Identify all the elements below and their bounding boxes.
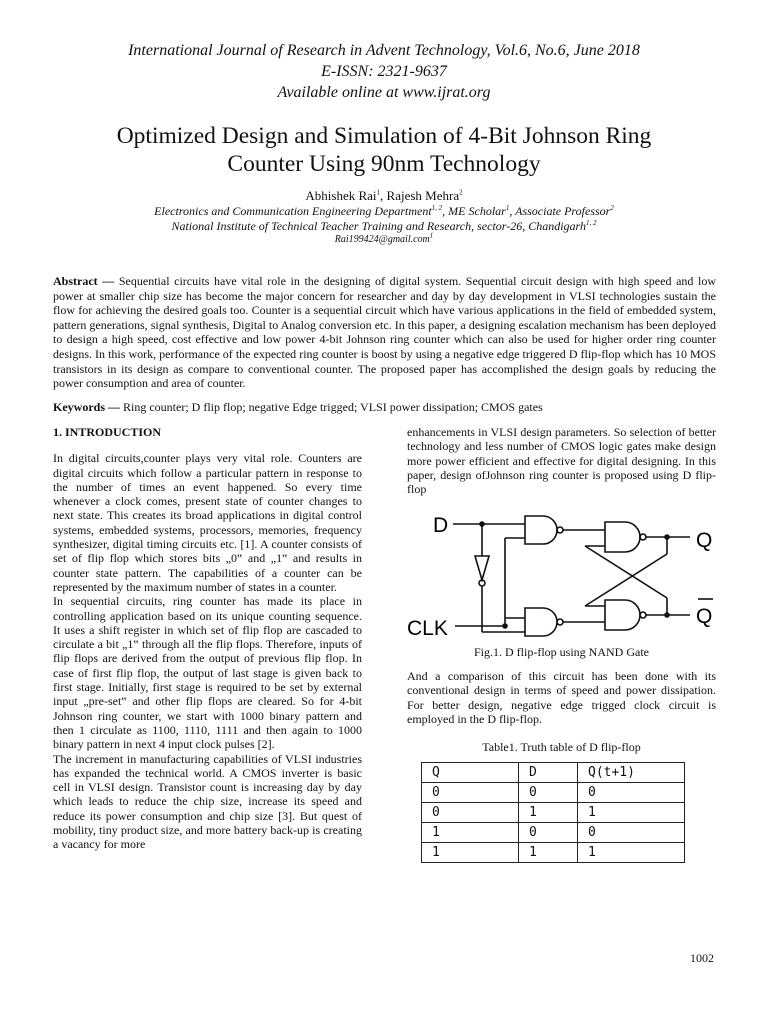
page-number: 1002 xyxy=(690,951,714,965)
author-1-sup: 1 xyxy=(376,188,381,197)
affiliation-sup-d: 1, 2 xyxy=(586,218,597,227)
intro-paragraph-4: enhancements in VLSI design parameters. So selection of better technology and less number of CMOS logic gates make design more power efficient and effective for digital designing. In this paper, design ofJohnson ring counter is proposed using D flip-flop xyxy=(407,425,716,497)
journal-name: International Journal of Research in Advent Technology, Vol.6, No.6, June 2018 xyxy=(128,42,640,59)
figure-1-caption: Fig.1. D flip-flop using NAND Gate xyxy=(474,645,649,659)
affiliation-institute: National Institute of Technical Teacher Training and Research, sector-26, Chandigarh xyxy=(171,218,587,233)
journal-website: Available online at www.ijrat.org xyxy=(277,84,491,101)
header-cell-d: D xyxy=(519,763,578,783)
affiliation-sup-a: 1, 2 xyxy=(431,204,443,212)
journal-header xyxy=(0,40,768,103)
table-row xyxy=(422,783,685,803)
table-row xyxy=(422,803,685,823)
author-1: Abhishek Rai xyxy=(305,188,377,203)
header-cell-q-next: Q(t+1) xyxy=(578,763,685,783)
header-cell-q: Q xyxy=(422,763,519,783)
affiliation-line-2 xyxy=(0,219,768,234)
table-cell: 1 xyxy=(422,823,519,843)
keywords-label: Keywords — xyxy=(53,400,120,414)
label-q-bar: Q xyxy=(696,605,713,628)
author-email xyxy=(0,233,768,248)
paper-title xyxy=(60,122,708,178)
table-cell: 0 xyxy=(519,823,578,843)
abstract xyxy=(53,274,716,391)
email-sup: 1 xyxy=(429,231,434,240)
table-cell: 1 xyxy=(519,843,578,863)
author-2-sup: 2 xyxy=(459,188,463,197)
label-clk: CLK xyxy=(407,617,448,640)
table-cell: 1 xyxy=(578,843,685,863)
label-d: D xyxy=(433,514,449,537)
affiliation-sup-c: 2 xyxy=(610,204,614,212)
author-2: Rajesh Mehra xyxy=(386,188,460,203)
abstract-text: Sequential circuits have vital role in the designing of digital system. Sequential circuit design with high speed and low power at smaller chip size has become the major concern for researcher and day by day development in VLSI technologies sustain the flow for achieving the desired goals too. Counter is a sequential circuit which have various applications in the field of embedded system, pattern generations, signal synthesis, Digital to Analog conversion etc. In this paper, a designing escalation mechanism has been deployed to design a high speed, cost effective and low power 4-bit Johnson ring counter which can also be used for higher order ring counter designs. In this work, performance of the expected ring counter is boost by using a negative edge triggered D flip-flop which has 10 MOS transistors in its design as compare to conventional counter. The proposed paper has accomplished the design goals by reducing the power consumption and area of counter. xyxy=(53,274,716,391)
abstract-label: Abstract — xyxy=(53,274,115,288)
affiliation-sup-b: 1 xyxy=(505,204,510,212)
title-line-2: Counter Using 90nm Technology xyxy=(227,151,541,177)
section-heading-introduction: 1. INTRODUCTION xyxy=(53,425,162,439)
table-row xyxy=(422,843,685,863)
table-cell: 1 xyxy=(519,803,578,823)
affiliation-department: Electronics and Communication Engineering Department xyxy=(154,204,432,218)
table-cell: 0 xyxy=(422,803,519,823)
table-cell: 0 xyxy=(578,783,685,803)
keywords xyxy=(53,400,716,415)
table-cell: 1 xyxy=(422,843,519,863)
d-flip-flop-circuit-diagram xyxy=(405,508,725,643)
affiliation-role-1: , ME Scholar xyxy=(442,204,506,218)
label-q: Q xyxy=(696,529,713,552)
left-column xyxy=(53,425,362,852)
table-cell: 0 xyxy=(578,823,685,843)
email-address: Rai199424@gmail.com xyxy=(334,234,430,245)
table-row xyxy=(422,823,685,843)
table-1-caption: Table1. Truth table of D flip-flop xyxy=(482,740,641,754)
affiliation-block xyxy=(0,204,768,248)
intro-paragraph-5: And a comparison of this circuit has been done with its conventional design in terms of speed and power dissipation. For better design, negative edge trigged clock circuit is employed in the D flip-flop. xyxy=(407,669,716,726)
affiliation-line-1 xyxy=(0,204,768,219)
right-column-middle xyxy=(407,669,716,726)
intro-paragraph-1: In digital circuits,counter plays very vital role. Counters are digital circuits which follow a particular pattern in response to the number of times an event happened. So every time whenever a clock comes, present state of counter changes to next state. This creates its broad applications in digital control systems, embedded systems, processors, memories, frequency synthesizer, digital timing circuits etc. [1]. A counter consists of set of flip flop which stores bits „0‟ and „1‟ and results in counter state pattern. The capabilities of a counter can be represented by the maximum number of states in a counter. xyxy=(53,451,362,594)
affiliation-role-2: , Associate Professor xyxy=(509,204,611,218)
table-cell: 0 xyxy=(422,783,519,803)
intro-paragraph-3: The increment in manufacturing capabilities of VLSI industries has expanded the technical world. A CMOS inverter is basic cell in VLSI design. Transistor count is increasing day by day which leads to reduce the chip size, increase its speed and reduce its power consumption and chip size [3]. But quest of mobility, tiny product size, and more battery back-up is creating a vacancy for more xyxy=(53,751,362,852)
table-cell: 1 xyxy=(578,803,685,823)
title-line-1: Optimized Design and Simulation of 4-Bit Johnson Ring xyxy=(116,123,652,149)
right-column-top xyxy=(407,425,716,496)
table-header-row xyxy=(422,763,685,783)
author-list: Abhishek Rai$^1$, Rajesh Mehra$^2$ xyxy=(305,188,463,203)
keywords-text: Ring counter; D flip flop; negative Edge trigged; VLSI power dissipation; CMOS gates xyxy=(120,400,543,414)
truth-table xyxy=(421,762,685,863)
intro-paragraph-2: In sequential circuits, ring counter has made its place in controlling application based on its unique counting sequence. It uses a shift register in which set of flip flop are cascaded to circulate a bit „1‟ through all the flip flops. Therefore, inputs of flip flops are derived from the output of previous flip flop. In case of first flip flop, the output of last stage is given back to first stage. Initially, first stage is required to be set by external input „pre-set‟ and other flip flops are cleared. So for 4-bit Johnson ring counter, we start with 1000 binary pattern and then 1 circulate as 1100, 1110, 1111 and then again to 1000 binary pattern in next 4 input clock pulses [2]. xyxy=(53,594,362,752)
table-cell: 0 xyxy=(519,783,578,803)
journal-issn: E-ISSN: 2321-9637 xyxy=(321,63,447,80)
